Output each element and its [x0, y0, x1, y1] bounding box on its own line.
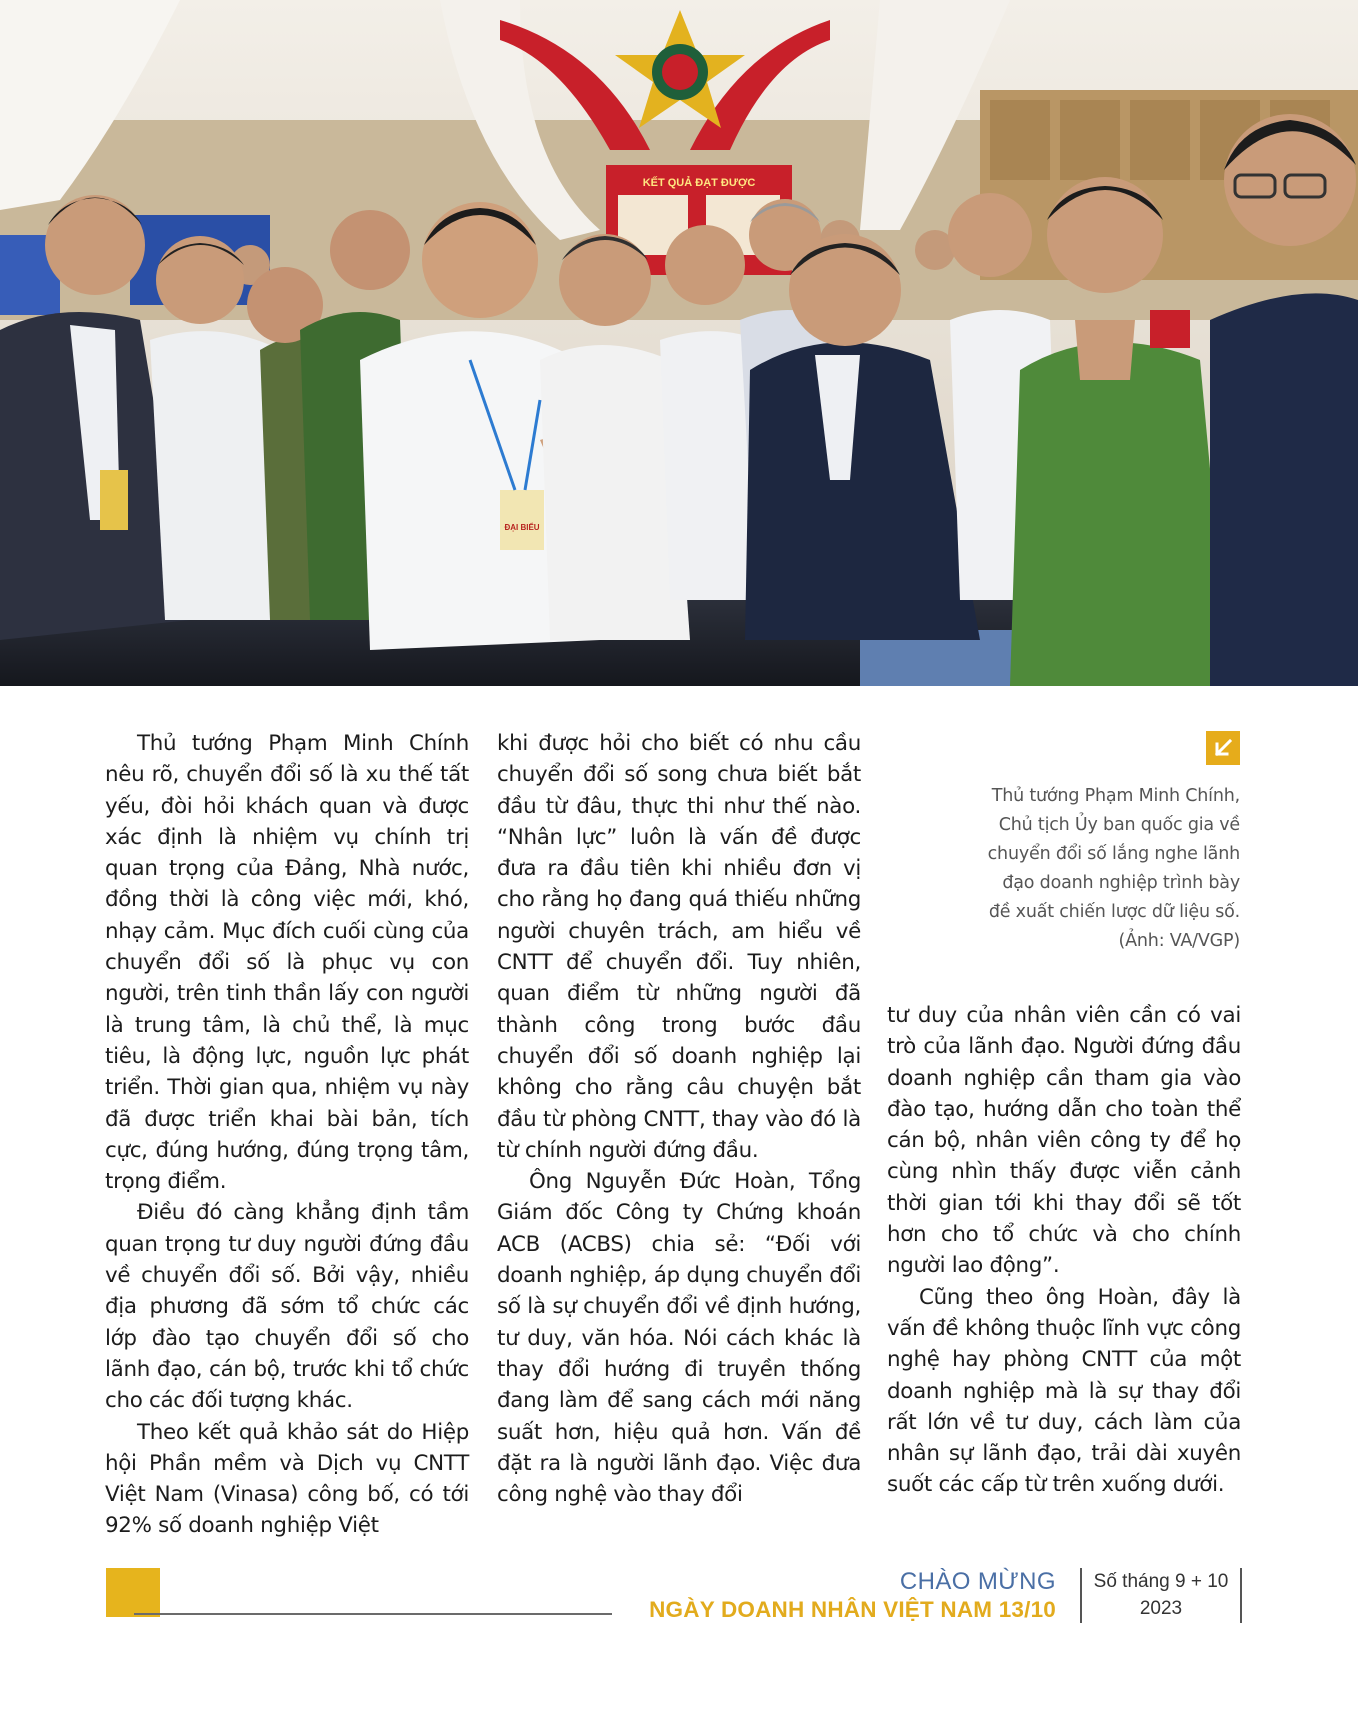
footer-accent-square — [106, 1568, 160, 1617]
footer-subheading: NGÀY DOANH NHÂN VIỆT NAM 13/10 — [649, 1597, 1056, 1622]
caption-line: Thủ tướng Phạm Minh Chính, — [991, 786, 1240, 806]
paragraph: khi được hỏi cho biết có nhu cầu chuyển đổi số song chưa biết bắt đầu từ đâu, thực thi như thế nào. “Nhân lực” luôn là vấn đề được đưa ra đầu tiên khi nhiều đơn vị cho rằng họ đang quá thiếu những người chuyên trách, am hiểu về CNTT để chuyển đổi. Tuy nhiên, quan điểm từ những người đã thành công trong bước đầu chuyển đổi số doanh nghiệp lại không cho rằng câu chuyện bắt đầu từ phòng CNTT, thay vào đó là từ chính người đứng đầu. — [497, 731, 861, 1163]
paragraph: Cũng theo ông Hoàn, đây là vấn đề không thuộc lĩnh vực công nghệ hay phòng CNTT của một doanh nghiệp mà là sự thay đổi rất lớn về tư duy, cách làm của nhân sự lãnh đạo, trải dài xuyên suốt các cấp từ trên xuống dưới. — [887, 1284, 1241, 1498]
header-photo — [0, 0, 1358, 686]
caption-line: chuyển đổi số lắng nghe lãnh — [987, 844, 1240, 864]
caption-line: đề xuất chiến lược dữ liệu số. — [988, 902, 1240, 922]
footer-divider — [134, 1613, 612, 1615]
footer-heading: CHÀO MỪNG — [899, 1568, 1056, 1595]
paragraph: Thủ tướng Phạm Minh Chính nêu rõ, chuyển đổi số là xu thế tất yếu, đòi hỏi khách quan và được xác định là nhiệm vụ chính trị quan trọng của Đảng, Nhà nước, đồng thời là công việc mới, khó, nhạy cảm. Mục đích cuối cùng của chuyển đổi số là phục vụ con người, trên tinh thần lấy con người là trung tâm, là chủ thể, là mục tiêu, là động lực, nguồn lực phát triển. Thời gian qua, nhiệm vụ này đã được triển khai bài bản, tích cực, đúng hướng, đúng trọng tâm, trọng điểm. — [105, 731, 469, 1195]
issue-year: 2023 — [1139, 1598, 1183, 1619]
paragraph: Theo kết quả khảo sát do Hiệp hội Phần mềm và Dịch vụ CNTT Việt Nam (Vinasa) công bố, có tới 92% số doanh nghiệp Việt — [105, 1419, 469, 1539]
photo-caption — [912, 782, 1240, 956]
paragraph: Điều đó càng khẳng định tầm quan trọng tư duy người đứng đầu về chuyển đổi số. Bởi vậy, nhiều địa phương đã sớm tổ chức các lớp đào tạo chuyển đổi số cho lãnh đạo, cán bộ, trước khi tổ chức cho các đối tượng khác. — [105, 1200, 469, 1414]
banner-title: KẾT QUẢ ĐẠT ĐƯỢC — [642, 177, 756, 189]
article-column-2 — [497, 728, 861, 1510]
paragraph: Ông Nguyễn Đức Hoàn, Tổng Giám đốc Công ty Chứng khoán ACB (ACBS) chia sẻ: “Đối với doanh nghiệp, áp dụng chuyển đổi số là sự chuyển đổi về định hướng, tư duy, văn hóa. Nói cách khác là thay đổi hướng đi truyền thống đang làm để sang cách mới năng suất hơn, hiệu quả hơn. Vấn đề đặt ra là người lãnh đạo. Việc đưa công nghệ vào thay đổi — [497, 1169, 861, 1508]
issue-info — [1082, 1568, 1240, 1622]
article-column-1 — [105, 728, 469, 1542]
photo-illustration — [0, 0, 1358, 686]
issue-month: Số tháng 9 + 10 — [1093, 1571, 1229, 1592]
article-column-3 — [887, 1000, 1241, 1501]
delegate-badge-text: ĐẠI BIỂU — [504, 523, 540, 532]
caption-credit: (Ảnh: VA/VGP) — [1118, 931, 1240, 951]
caption-line: Chủ tịch Ủy ban quốc gia về — [998, 815, 1240, 835]
arrow-down-left-icon — [1206, 731, 1240, 765]
paragraph: tư duy của nhân viên cần có vai trò của lãnh đạo. Người đứng đầu doanh nghiệp cần tham gia vào đào tạo, hướng dẫn cho toàn thể cán bộ, nhân viên công ty để họ cùng nhìn thấy được viễn cảnh thời gian tới khi thay đổi sẽ tốt hơn cho tổ chức và cho chính người lao động”. — [887, 1003, 1241, 1279]
footer-separator — [1240, 1568, 1242, 1623]
caption-line: đạo doanh nghiệp trình bày — [1002, 873, 1240, 893]
